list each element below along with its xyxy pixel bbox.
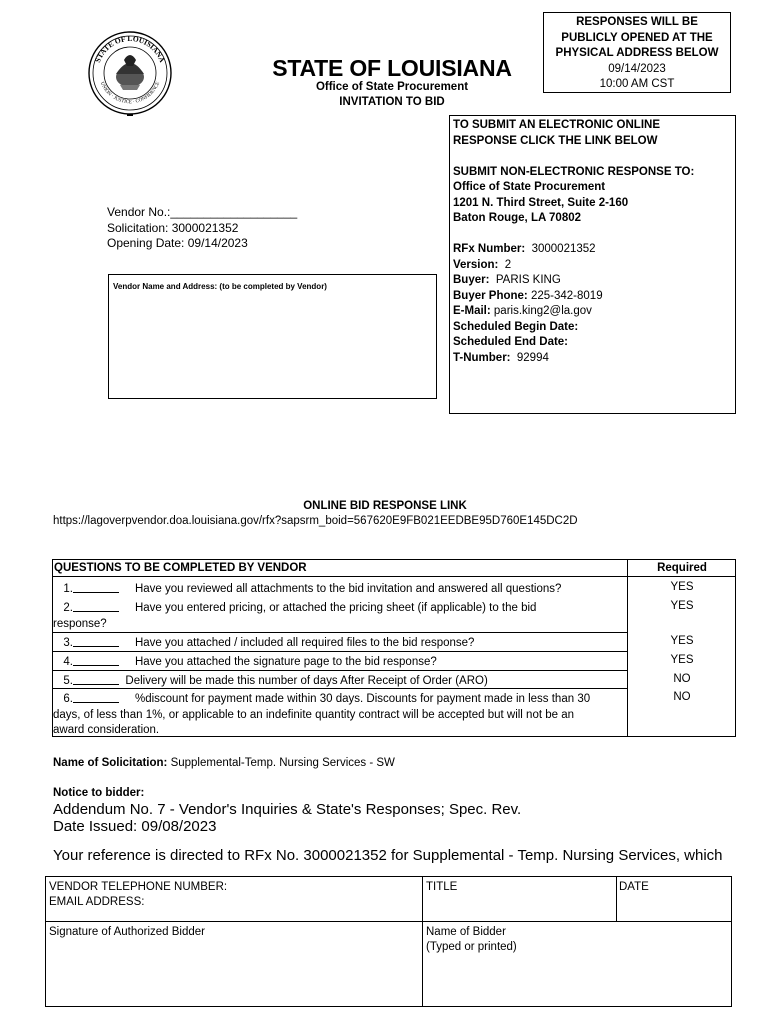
opening-time: 10:00 AM CST — [599, 78, 675, 90]
signature-table — [45, 876, 732, 1007]
question-row: 4. Have you attached the signature page to the bid response? — [53, 653, 627, 671]
begin-date-row: Scheduled Begin Date: — [453, 320, 579, 333]
address-line: 1201 N. Third Street, Suite 2-160 — [453, 196, 629, 209]
bidder-name-field[interactable]: Name of Bidder (Typed or printed) — [426, 926, 517, 953]
reference-text: Your reference is directed to RFx No. 3000021352 for Supplemental - Temp. Nursing Services, which — [53, 847, 723, 864]
answer-blank[interactable] — [73, 690, 119, 703]
date-field[interactable]: DATE — [619, 881, 649, 893]
address-line: Baton Rouge, LA 70802 — [453, 212, 582, 224]
required-value: YES — [670, 600, 694, 612]
title-field[interactable]: TITLE — [426, 881, 458, 893]
answer-blank[interactable] — [73, 580, 119, 593]
address-line: Office of State Procurement — [453, 181, 606, 193]
answer-blank[interactable] — [73, 653, 119, 666]
solicitation-number: Solicitation: 3000021352 — [107, 220, 239, 235]
version-row: Version: 2 — [453, 258, 512, 271]
opening-date: 09/14/2023 — [608, 62, 666, 75]
submission-instructions-box — [449, 115, 736, 414]
vendor-number-field[interactable]: Vendor No.:___________________ — [107, 205, 298, 219]
required-value: NO — [673, 691, 691, 703]
vendor-address-box[interactable] — [108, 274, 437, 399]
answer-blank[interactable] — [73, 672, 119, 685]
electronic-instructions: RESPONSE CLICK THE LINK BELOW — [453, 134, 658, 147]
question-row: 2. Have you entered pricing, or attached the pricing sheet (if applicable) to the bid response? — [53, 599, 627, 632]
question-row: 1. Have you reviewed all attachments to the bid invitation and answered all questions? — [53, 580, 627, 598]
signature-field[interactable]: Signature of Authorized Bidder — [49, 926, 205, 938]
svg-text:UNION · JUSTICE · CONFIDENCE: UNION · JUSTICE · CONFIDENCE — [98, 81, 162, 106]
required-value: YES — [670, 654, 694, 666]
vendor-address-label: Vendor Name and Address: (to be completed by Vendor) — [113, 282, 327, 291]
required-header: Required — [657, 562, 707, 574]
online-bid-link[interactable]: https://lagoverpvendor.doa.louisiana.gov/rfx?sapsrm_boid=567620E9FB021EEDBE95D760E145DC2D — [53, 515, 578, 527]
svg-text:STATE OF LOUISIANA: STATE OF LOUISIANA — [93, 33, 167, 64]
question-row: 3. Have you attached / included all required files to the bid response? — [53, 634, 627, 652]
state-seal-logo — [80, 30, 180, 120]
public-opening-notice-box — [543, 12, 731, 93]
date-issued: Date Issued: 09/08/2023 — [53, 818, 217, 835]
answer-blank[interactable] — [73, 599, 119, 612]
answer-blank[interactable] — [73, 634, 119, 647]
buyer-email-row: E-Mail: paris.king2@la.gov — [453, 305, 592, 317]
nonelectronic-label: SUBMIT NON-ELECTRONIC RESPONSE TO: — [453, 165, 695, 178]
addendum-title: Addendum No. 7 - Vendor's Inquiries & State's Responses; Spec. Rev. — [53, 801, 522, 818]
online-link-title: ONLINE BID RESPONSE LINK — [303, 500, 467, 512]
notice-line: PUBLICLY OPENED AT THE — [561, 31, 713, 44]
question-row: 6. %discount for payment made within 30 days. Discounts for payment made in less than 30 days, of less than 1%, or applicable to an indefinite quantity contract will be accepted but will not be an award consideration. — [53, 690, 627, 739]
office-name: Office of State Procurement — [315, 81, 469, 93]
required-value: YES — [670, 635, 694, 647]
page-title: STATE OF LOUISIANA — [272, 55, 512, 81]
buyer-row: Buyer: PARIS KING — [453, 274, 561, 286]
t-number-row: T-Number: 92994 — [453, 351, 549, 364]
vendor-info — [107, 205, 297, 252]
questions-header: QUESTIONS TO BE COMPLETED BY VENDOR — [54, 562, 307, 574]
required-value: NO — [673, 673, 691, 685]
question-row: 5. Delivery will be made this number of days After Receipt of Order (ARO) — [53, 672, 627, 690]
electronic-instructions: TO SUBMIT AN ELECTRONIC ONLINE — [453, 119, 660, 131]
required-value: YES — [670, 581, 694, 593]
solicitation-name: Name of Solicitation: Supplemental-Temp. Nursing Services - SW — [53, 757, 395, 769]
notice-label: Notice to bidder: — [53, 787, 145, 799]
rfx-number-row: RFx Number: 3000021352 — [453, 243, 596, 255]
end-date-row: Scheduled End Date: — [453, 336, 569, 348]
vendor-questions-table — [52, 559, 736, 737]
document-type: INVITATION TO BID — [339, 96, 445, 108]
notice-line: PHYSICAL ADDRESS BELOW — [555, 47, 719, 59]
buyer-phone-row: Buyer Phone: 225-342-8019 — [453, 289, 603, 302]
vendor-telephone-field[interactable]: VENDOR TELEPHONE NUMBER: EMAIL ADDRESS: — [49, 881, 228, 908]
notice-line: RESPONSES WILL BE — [576, 16, 698, 28]
opening-date-text: Opening Date: 09/14/2023 — [107, 236, 248, 250]
